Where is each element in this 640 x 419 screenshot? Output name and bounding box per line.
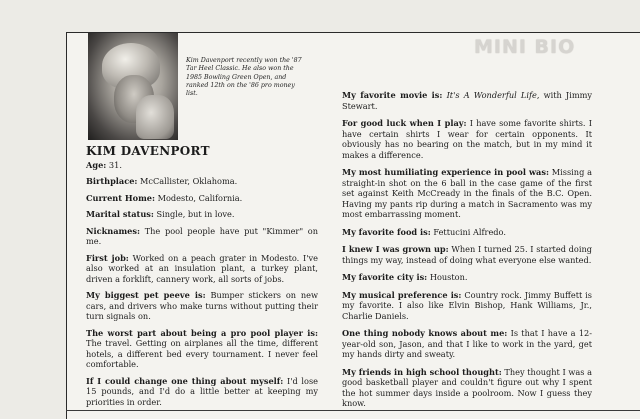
bio-entry: [86, 290, 318, 322]
bio-entry: [86, 328, 318, 370]
entry-label: For good luck when I play:: [342, 118, 467, 128]
bio-entry: [342, 290, 592, 322]
photo-caption: Kim Davenport recently won the '87 Tar Heel Classic. He also won the 1985 Bowling Green Open, and ranked 12th on the '86 pro money list.: [186, 57, 302, 98]
bio-entry: [342, 367, 592, 409]
bio-entry: [342, 272, 592, 283]
bio-entry: [86, 176, 318, 187]
entry-value: Is that I have a 12-year-old son, Jason, and that I like to work in the yard, get my hands dirty and sweaty.: [342, 328, 593, 359]
entry-value: 31.: [106, 159, 122, 170]
entry-label: The worst part about being a pro pool player is:: [86, 327, 318, 338]
entry-label: My friends in high school thought:: [342, 366, 502, 377]
mini-bio-heading: MINI BIO: [474, 36, 576, 58]
entry-value: They thought I was a good basketball player and couldn't figure out why I spent the hot summer days inside a poolroom. Now I guess they know.: [342, 366, 592, 408]
entry-label: My biggest pet peeve is:: [86, 290, 206, 300]
bio-name: KIM DAVENPORT: [86, 144, 210, 158]
entry-label: Marital status:: [86, 209, 154, 219]
entry-value: Bumper stickers on new cars, and drivers who make turns without putting their turn signals on.: [86, 290, 318, 321]
bio-entry: [86, 193, 318, 204]
entry-value: The travel. Getting on airplanes all the time, different hotels, a different bed every tournament. I never feel comfortable.: [86, 338, 318, 369]
bio-entry: [342, 118, 592, 160]
bottom-rule: [66, 410, 640, 411]
entry-label: My musical preference is:: [342, 289, 462, 300]
bio-entry: [86, 253, 318, 285]
entry-value: McCallister, Oklahoma.: [137, 176, 238, 186]
entry-label: My most humiliating experience in pool was:: [342, 167, 549, 177]
entry-value: Modesto, California.: [154, 192, 243, 203]
bio-entry-favorite-movie: [342, 90, 592, 111]
bio-entry: [86, 376, 318, 408]
bio-entry: [342, 328, 592, 360]
entry-label: Birthplace:: [86, 176, 138, 186]
entry-value: I have some favorite shirts. I have certain shirts I wear for certain opponents. It obviously has no bearing on the match, but in my mind it makes a difference.: [342, 118, 592, 160]
entry-label: I knew I was grown up:: [342, 244, 449, 254]
bio-entry: [342, 167, 592, 220]
entry-value: Country rock. Jimmy Buffett is my favorite. I also like Elvin Bishop, Hank Williams, Jr., Charlie Daniels.: [342, 289, 593, 321]
entry-value: The pool people have put "Kimmer" on me.: [86, 225, 318, 246]
entry-value: When I turned 25. I started doing things my way, instead of doing what everyone else wanted.: [342, 244, 592, 265]
bio-entry: [342, 244, 592, 265]
entry-label: First job:: [86, 252, 129, 263]
entry-value: Worked on a peach grater in Modesto. I've also worked at an insulation plant, a turkey plant, driven a forklift, cannery work, all sorts of jobs.: [86, 252, 318, 284]
portrait-photo: [88, 33, 178, 140]
entry-value: I'd lose 15 pounds, and I'd do a little better at keeping my priorities in order.: [86, 375, 318, 407]
bio-entry: [86, 209, 318, 220]
entry-label: Age:: [86, 159, 107, 170]
entry-label: My favorite food is:: [342, 226, 431, 237]
bio-entry: [86, 226, 318, 247]
entry-value: , with Jimmy Stewart.: [342, 90, 592, 111]
entry-label: Nicknames:: [86, 225, 141, 236]
entry-label: Current Home:: [86, 192, 155, 203]
bio-entry: [86, 160, 318, 171]
right-column: [342, 90, 592, 416]
entry-label: If I could change one thing about myself:: [86, 375, 284, 386]
entry-value: Fettucini Alfredo.: [430, 226, 506, 237]
entry-label: My favorite city is:: [342, 272, 428, 282]
left-column: [86, 146, 318, 413]
entry-movie-title: It's A Wonderful Life: [446, 90, 537, 100]
bio-entry: [342, 227, 592, 238]
entry-label: One thing nobody knows about me:: [342, 328, 508, 338]
entry-label: My favorite movie is:: [342, 90, 443, 100]
entry-value: Houston.: [427, 272, 468, 282]
entry-value: Missing a straight-in shot on the 6 ball in the case game of the first set against Keith McCready in the finals of the B.C. Open. Having my pants rip during a match in Sacramento was my most embarrassing moment.: [342, 167, 592, 219]
entry-value: Single, but in love.: [153, 209, 235, 219]
